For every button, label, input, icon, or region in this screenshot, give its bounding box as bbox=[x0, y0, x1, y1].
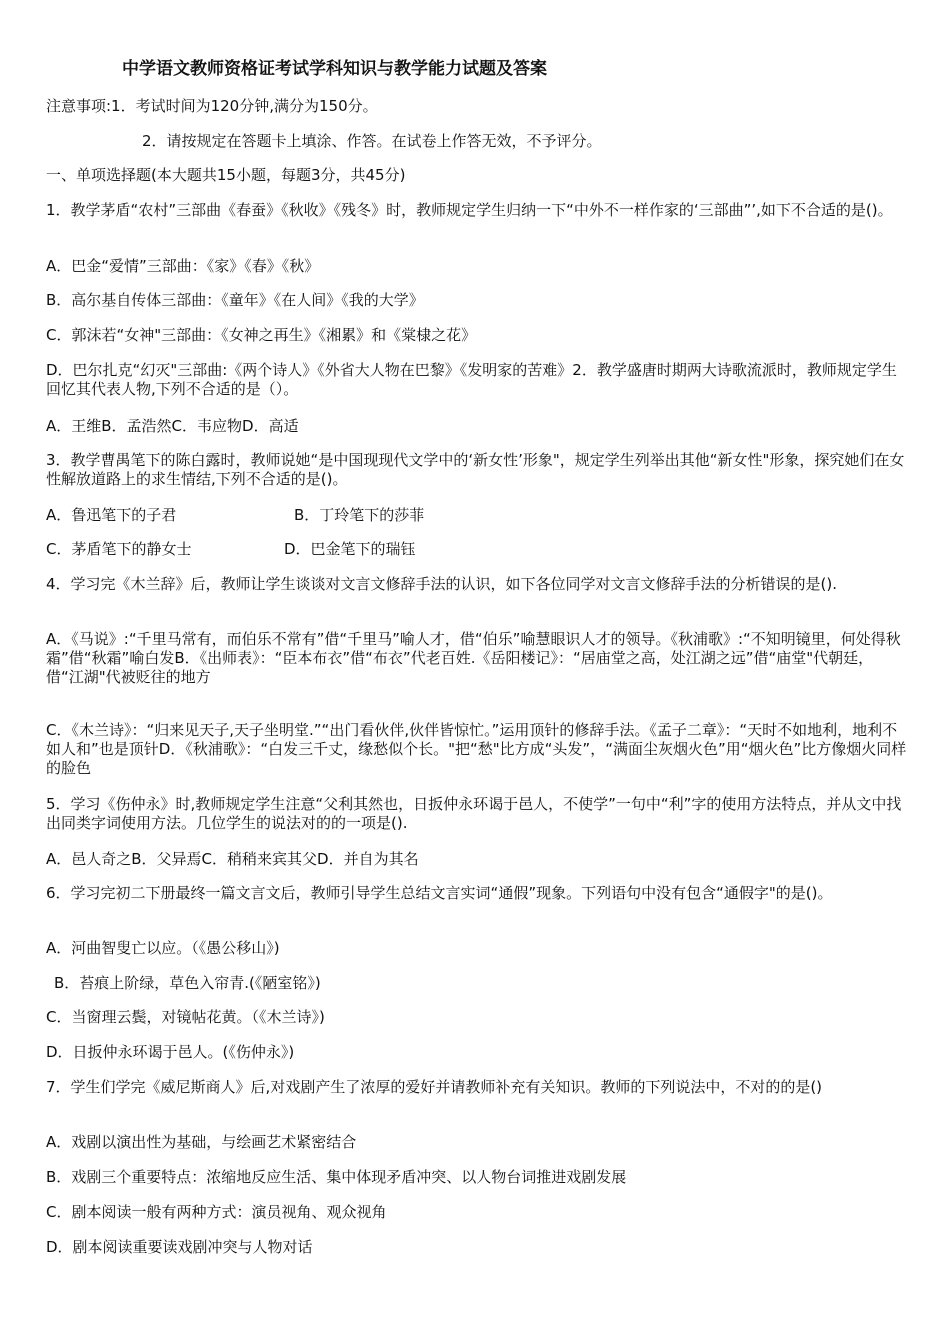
question-7-option-d: D．剧本阅读重要读戏剧冲突与人物对话 bbox=[46, 1238, 313, 1256]
question-6-option-b: B．苔痕上阶绿，草色入帘青.(《陋室铭》) bbox=[54, 974, 321, 992]
question-6-stem: 6．学习完初二下册最终一篇文言文后，教师引导学生总结文言实词“通假”现象。下列语句中没有包含“通假字"的是()。 bbox=[46, 884, 833, 902]
question-1-option-b: B．高尔基自传体三部曲：《童年》《在人间》《我的大学》 bbox=[46, 291, 424, 309]
question-6-option-d: D．日扳仲永环谒于邑人。(《伤仲永》) bbox=[46, 1043, 295, 1061]
question-7-stem: 7．学生们学完《威尼斯商人》后,对戏剧产生了浓厚的爱好并请教师补充有关知识。教师的下列说法中，不对的的是() bbox=[46, 1078, 823, 1096]
exam-title: 中学语文教师资格证考试学科知识与教学能力试题及答案 bbox=[122, 59, 547, 79]
question-2-options: A．王维B．孟浩然C．韦应物D．高适 bbox=[46, 417, 299, 435]
question-1-option-c: C．郭沫若“女神"三部曲：《女神之再生》《湘累》和《棠棣之花》 bbox=[46, 326, 477, 344]
question-3-option-b: B．丁玲笔下的莎菲 bbox=[294, 506, 425, 524]
question-4-options-a-b: A．《马说》:“千里马常有，而伯乐不常有”借“千里马”喻人才，借“伯乐”喻慧眼识人才的领导。《秋浦歌》:“不知明镜里，何处得秋霜”借“秋霜”喻白发B．《出师表》：“臣本布衣”借“布衣”代老百姓.《岳阳楼记》：“居庙堂之高，处江湖之远”借“庙堂"代朝廷，借“江湖"代被贬往的地方 bbox=[46, 630, 901, 686]
question-7-option-c: C．剧本阅读一般有两种方式：演员视角、观众视角 bbox=[46, 1203, 387, 1221]
question-4-options-c-d: C．《木兰诗》：“归来见天子,天子坐明堂.”“出门看伙伴,伙伴皆惊忙。”运用顶针的修辞手法。《孟子二章》：“天时不如地利，地利不如人和”也是顶针D．《秋浦歌》：“白发三千丈，缘愁似个长。"把“愁"比方成“头发”，“满面尘灰烟火色”用“烟火色”比方像烟火同样的脸色 bbox=[46, 721, 907, 777]
question-3-stem: 3．教学曹禺笔下的陈白露时，教师说她“是中国现现代文学中的‘新女性’形象"，规定学生列举出其他“新女性"形象，探究她们在女性解放道路上的求生情结,下列不合适的是()。 bbox=[46, 451, 905, 488]
question-3-option-d: D．巴金笔下的瑞钰 bbox=[284, 540, 416, 558]
question-3-option-c: C．茅盾笔下的静女士 bbox=[46, 540, 192, 558]
question-7-option-b: B．戏剧三个重要特点：浓缩地反应生活、集中体现矛盾冲突、以人物台词推进戏剧发展 bbox=[46, 1168, 627, 1186]
question-6-option-c: C．当窗理云鬓，对镜帖花黄。（《木兰诗》) bbox=[46, 1008, 325, 1026]
question-1-option-d-and-question-2: D．巴尔扎克“幻灭"三部曲:《两个诗人》《外省大人物在巴黎》《发明家的苦难》2．教学盛唐时期两大诗歌流派时，教师规定学生回忆其代表人物,下列不合适的是（）。 bbox=[46, 361, 897, 398]
question-7-option-a: A．戏剧以演出性为基础，与绘画艺术紧密结合 bbox=[46, 1133, 357, 1151]
section-heading: 一、单项选择题(本大题共15小题，每题3分，共45分) bbox=[46, 166, 406, 184]
notice-line-1: 注意事项:1．考试时间为120分钟,满分为150分。 bbox=[46, 97, 378, 115]
question-1-option-a: A．巴金“爱情”三部曲：《家》《春》《秋》 bbox=[46, 257, 320, 275]
question-5-stem: 5．学习《伤仲永》时,教师规定学生注意“父利其然也，日扳仲永环谒于邑人，不使学”一句中“利”字的使用方法特点，并从文中找出同类字词使用方法。几位学生的说法对的的一项是(). bbox=[46, 795, 902, 832]
question-6-option-a: A．河曲智叟亡以应。（《愚公移山》) bbox=[46, 939, 280, 957]
question-1-stem: 1．教学茅盾“农村”三部曲《春蚕》《秋收》《残冬》时，教师规定学生归纳一下“中外不一样作家的‘三部曲”’,如下不合适的是()。 bbox=[46, 201, 893, 219]
question-3-option-a: A．鲁迅笔下的子君 bbox=[46, 506, 177, 524]
question-4-stem: 4．学习完《木兰辞》后，教师让学生谈谈对文言文修辞手法的认识，如下各位同学对文言文修辞手法的分析错误的是(). bbox=[46, 575, 838, 593]
question-5-options: A．邑人奇之B．父异焉C．稍稍来宾其父D．并自为其名 bbox=[46, 850, 419, 868]
notice-line-2: 2．请按规定在答题卡上填涂、作答。在试卷上作答无效，不予评分。 bbox=[142, 132, 602, 150]
